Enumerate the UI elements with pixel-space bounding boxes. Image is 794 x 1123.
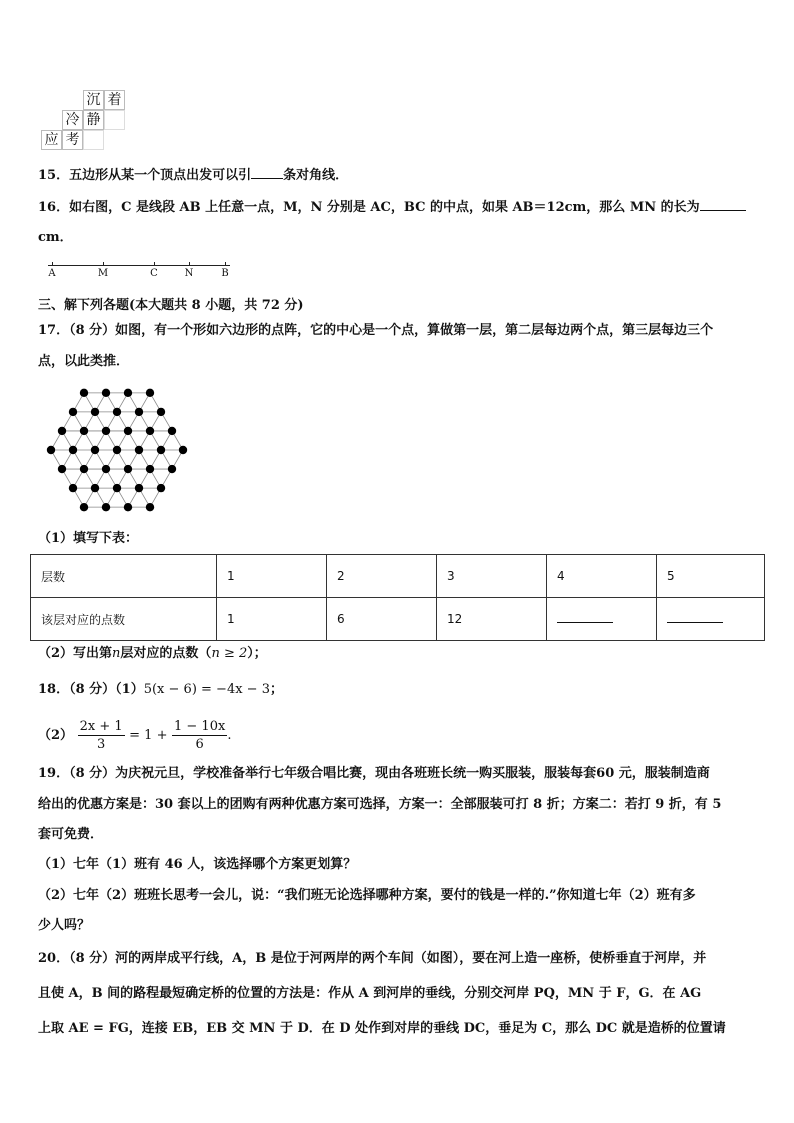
fraction-numerator: 1 − 10x xyxy=(174,719,226,734)
fraction-denominator: 3 xyxy=(96,737,106,752)
question-19-sub2-line2: 少人吗？ xyxy=(38,918,91,933)
point-tick xyxy=(189,262,190,266)
lattice-dot xyxy=(157,446,165,454)
equation-1: 5(x − 6) = −4x − 3 xyxy=(143,682,270,697)
lattice-dot xyxy=(135,408,143,416)
grid-cell: 考 xyxy=(62,130,83,150)
question-16-line2: cm． xyxy=(38,230,73,245)
question-17: 17．（8 分）如图，有一个形如六边形的点阵，它的中心是一个点，算做第一层，第二层每边两个点，第三层每边三个 xyxy=(38,323,714,338)
question-18-prefix: 18．（8 分）（1） xyxy=(38,682,144,697)
lattice-dot xyxy=(179,446,187,454)
lattice-dot xyxy=(102,503,110,511)
table-cell-blank xyxy=(657,598,765,641)
lattice-dot xyxy=(113,408,121,416)
lattice-dot xyxy=(146,427,154,435)
lattice-dot xyxy=(91,446,99,454)
lattice-dot xyxy=(102,389,110,397)
point-label-m: M xyxy=(97,268,109,279)
table-row xyxy=(31,555,765,598)
table-header-cell: 该层对应的点数 xyxy=(31,598,217,641)
lattice-dot xyxy=(124,503,132,511)
table-cell: 3 xyxy=(437,555,547,598)
equation-middle: = 1 + xyxy=(129,728,168,743)
question-17-part1: （1）填写下表： xyxy=(38,531,139,546)
grid-cell-empty xyxy=(104,110,125,130)
hexagon-dot-lattice xyxy=(40,381,195,521)
answer-blank xyxy=(251,166,283,179)
table-cell: 6 xyxy=(327,598,437,641)
lattice-dot xyxy=(135,484,143,492)
variable-n: n xyxy=(112,646,121,661)
fraction-1 xyxy=(78,718,125,753)
lattice-dot xyxy=(80,503,88,511)
lattice-dot xyxy=(91,408,99,416)
equation-end: . xyxy=(227,728,232,743)
answer-blank xyxy=(667,612,723,623)
question-17-part2 xyxy=(38,645,267,663)
table-cell: 1 xyxy=(217,598,327,641)
question-15-text: 15．五边形从某一个顶点出发可以引 xyxy=(38,168,252,183)
question-16 xyxy=(38,198,746,217)
lattice-dot xyxy=(113,446,121,454)
answer-blank xyxy=(700,198,746,211)
question-16-text: 16．如右图，C 是线段 AB 上任意一点，M，N 分别是 AC，BC 的中点，如果 AB＝12cm，那么 MN 的长为 xyxy=(38,200,700,215)
question-19-line2: 给出的优惠方案是：30 套以上的团购有两种优惠方案可选择，方案一：全部服装可打 8 折；方案二：若打 9 折，有 5 xyxy=(38,797,722,812)
point-tick xyxy=(225,262,226,266)
lattice-dot xyxy=(69,408,77,416)
condition: n ≥ 2 xyxy=(211,646,248,661)
fraction-numerator: 2x + 1 xyxy=(79,719,123,734)
point-label-a: A xyxy=(48,268,56,279)
question-19-line3: 套可免费． xyxy=(38,827,104,842)
lattice-dot xyxy=(124,427,132,435)
lattice-dot xyxy=(69,484,77,492)
lattice-dot xyxy=(135,446,143,454)
point-label-n: N xyxy=(184,268,194,279)
question-15 xyxy=(38,166,348,185)
lattice-dot xyxy=(58,465,66,473)
fraction-denominator: 6 xyxy=(195,737,204,752)
lattice-dot xyxy=(69,446,77,454)
lattice-dot xyxy=(80,389,88,397)
lattice-dot xyxy=(80,465,88,473)
lattice-dot xyxy=(168,427,176,435)
part2-text-end: ）； xyxy=(247,646,267,661)
lattice-dot xyxy=(146,465,154,473)
grid-cell: 静 xyxy=(83,110,104,130)
part2-text: （2）写出第 xyxy=(38,646,113,661)
question-20-line2: 且使 A，B 间的路程最短确定桥的位置的方法是：作从 A 到河岸的垂线，分别交河岸 PQ，MN 于 F，G．在 AG xyxy=(38,986,702,1001)
lattice-dot xyxy=(102,465,110,473)
point-tick xyxy=(154,262,155,266)
question-18 xyxy=(38,681,283,699)
part2-text-mid: 层对应的点数（ xyxy=(120,646,212,661)
table-cell: 2 xyxy=(327,555,437,598)
table-cell: 12 xyxy=(437,598,547,641)
question-19: 19．（8 分）为庆祝元旦，学校准备举行七年级合唱比赛，现由各班班长统一购买服装，服装每套60 元，服装制造商 xyxy=(38,766,710,781)
lattice-dot xyxy=(58,427,66,435)
grid-cell: 着 xyxy=(104,90,125,110)
line-segment-diagram xyxy=(48,262,230,282)
lattice-dot xyxy=(168,465,176,473)
fraction-2 xyxy=(172,718,227,753)
point-tick xyxy=(52,262,53,266)
point-tick xyxy=(103,262,104,266)
table-header-cell: 层数 xyxy=(31,555,217,598)
lattice-dot xyxy=(124,389,132,397)
lattice-dot xyxy=(47,446,55,454)
grid-cell: 冷 xyxy=(62,110,83,130)
question-20-line3: 上取 AE = FG，连接 EB，EB 交 MN 于 D．在 D 处作到对岸的垂线 DC，垂足为 C，那么 DC 就是造桥的位置请 xyxy=(38,1021,726,1036)
lattice-dot xyxy=(91,484,99,492)
lattice-dot xyxy=(102,427,110,435)
grid-cell-empty xyxy=(83,130,104,150)
dot-count-table xyxy=(30,554,765,641)
lattice-dot xyxy=(80,427,88,435)
question-18-part2 xyxy=(38,717,231,755)
table-cell: 1 xyxy=(217,555,327,598)
section-heading: 三、解下列各题(本大题共 8 小题，共 72 分) xyxy=(38,298,304,313)
equation-1-end: ； xyxy=(269,682,283,697)
table-cell: 4 xyxy=(547,555,657,598)
lattice-dot xyxy=(146,389,154,397)
cube-net-grid xyxy=(41,90,127,152)
lattice-dot xyxy=(157,408,165,416)
segment-line xyxy=(48,265,230,266)
lattice-dot xyxy=(157,484,165,492)
question-19-sub2: （2）七年（2）班班长思考一会儿，说：“我们班无论选择哪种方案，要付的钱是一样的.”你知道七年（2）班有多 xyxy=(38,888,696,903)
question-20: 20．（8 分）河的两岸成平行线，A，B 是位于河两岸的两个车间（如图），要在河上造一座桥，使桥垂直于河岸，并 xyxy=(38,951,707,966)
question-19-sub1: （1）七年（1）班有 46 人，该选择哪个方案更划算？ xyxy=(38,857,357,872)
lattice-dot xyxy=(146,503,154,511)
table-row xyxy=(31,598,765,641)
part2-label: （2） xyxy=(38,728,74,743)
table-cell: 5 xyxy=(657,555,765,598)
answer-blank xyxy=(557,612,613,623)
lattice-dot xyxy=(113,484,121,492)
table-cell-blank xyxy=(547,598,657,641)
grid-cell: 应 xyxy=(41,130,62,150)
point-label-c: C xyxy=(150,268,158,279)
grid-cell: 沉 xyxy=(83,90,104,110)
point-label-b: B xyxy=(221,268,229,279)
lattice-dot xyxy=(124,465,132,473)
question-15-text-end: 条对角线． xyxy=(283,168,349,183)
question-17-line2: 点，以此类推． xyxy=(38,354,130,369)
